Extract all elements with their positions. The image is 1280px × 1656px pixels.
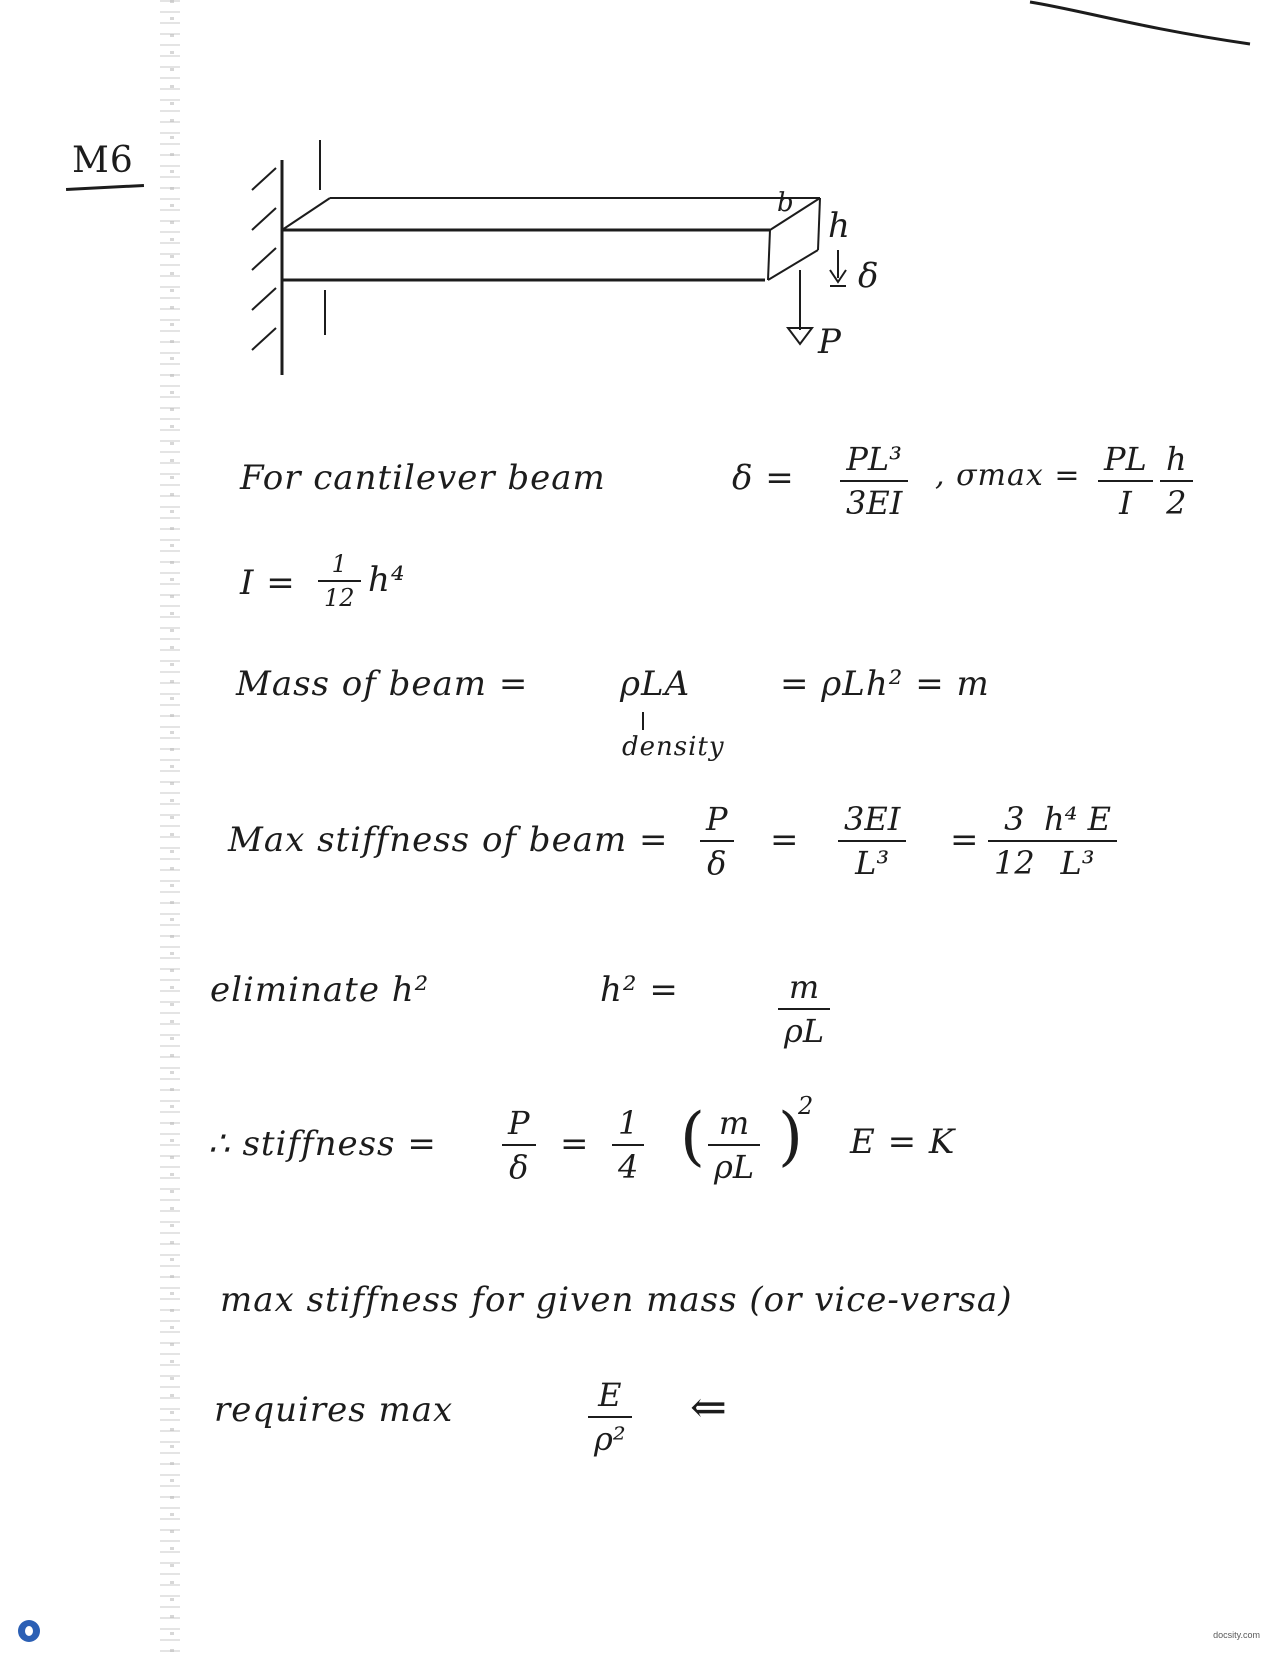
line2-rhs: h⁴ [368, 560, 406, 600]
line4-eq2: = [950, 820, 980, 860]
line4-fraction-3ei-l3: 3EI L³ [838, 800, 906, 882]
line4-fraction-p-delta: P δ [700, 800, 734, 882]
line6-tail: E = K [850, 1122, 956, 1162]
diagram-label-p: P [818, 322, 842, 362]
line8-text: requires max [214, 1390, 454, 1430]
line5-fraction-m-rhol: m ρL [778, 968, 830, 1050]
page-label-underline [66, 184, 144, 191]
line6-paren-open: ( [680, 1100, 706, 1174]
line7-text: max stiffness for given mass (or vice-versa) [220, 1280, 1013, 1320]
line1-fraction-pl-i: PL I [1098, 440, 1153, 522]
line6-fraction-1-4: 1 4 [612, 1104, 644, 1186]
line8-fraction-e-rho2: E ρ² [588, 1376, 632, 1458]
line3-density-note: density [622, 732, 725, 762]
line3-density-pointer [642, 712, 644, 730]
line2-lhs: I = [240, 563, 296, 603]
diagram-label-b: b [777, 188, 795, 218]
diagram-label-h: h [828, 206, 851, 246]
footer-brand: docsity.com [1213, 1630, 1260, 1640]
line1-sigma: , σmax = [935, 458, 1081, 493]
line1-frac-den: 3EI [846, 484, 903, 522]
line6-paren-close: ) [778, 1100, 804, 1174]
line1-fraction-deflection [840, 440, 908, 522]
line4-text: Max stiffness of beam = [228, 820, 669, 860]
line4-fraction-3-12: 3 12 [988, 800, 1041, 882]
diagram-label-delta: δ [858, 256, 880, 296]
line6-fraction-m-rhol: m ρL [708, 1104, 760, 1186]
page-label: M6 [72, 140, 134, 181]
line3-expr-rhs: = ρLh² = m [780, 664, 990, 704]
line3-text: Mass of beam = [236, 664, 529, 704]
line1-text: For cantilever beam [240, 458, 606, 498]
cantilever-diagram [240, 130, 880, 380]
line2-fraction: 1 12 [318, 550, 361, 612]
line4-fraction-h4e-l3: h⁴ E L³ [1038, 800, 1117, 882]
line8-arrow: ⇐ [690, 1382, 728, 1433]
binder-margin-dots-inner [170, 0, 174, 1656]
line6-square: 2 [798, 1092, 815, 1120]
line1-fraction-h-2: h 2 [1160, 440, 1193, 522]
docsity-logo-icon [18, 1620, 40, 1642]
line6-text: ∴ stiffness = [208, 1124, 437, 1164]
top-pen-stroke [1020, 0, 1260, 60]
line4-eq1: = [770, 820, 800, 860]
line6-fraction-p-delta: P δ [502, 1104, 536, 1186]
line5-text: eliminate h² [210, 970, 430, 1010]
line1-delta: δ = [732, 458, 795, 498]
line6-eq: = [560, 1124, 590, 1164]
line5-expr: h² = [600, 970, 679, 1010]
line1-frac-num: PL³ [846, 440, 902, 478]
line3-expr-rho-l-a: ρLA [620, 664, 691, 704]
